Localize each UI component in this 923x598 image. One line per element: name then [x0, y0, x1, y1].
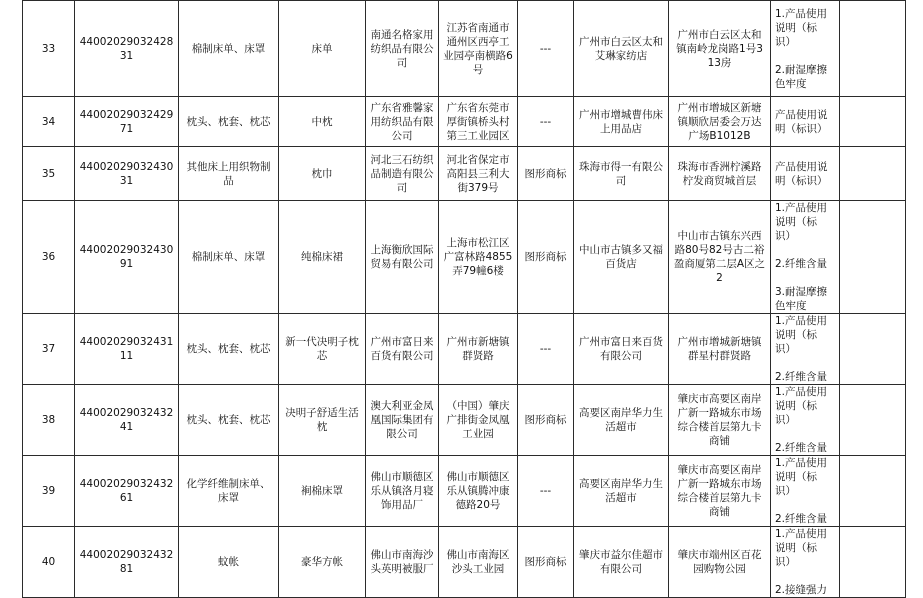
product-name: 裥棉床罩 — [301, 485, 343, 497]
manufacturer-address-cell — [439, 527, 518, 598]
manufacturer-address: 佛山市顺德区乐从镇腾冲康德路20号 — [446, 471, 510, 511]
failed-items-cell — [771, 97, 840, 147]
sample-code-cell — [75, 456, 179, 527]
product-category-cell — [179, 456, 279, 527]
manufacturer-address: （中国）肇庆广排街金凤凰工业园 — [446, 400, 510, 440]
product-name-cell — [279, 1, 366, 97]
table-body — [23, 1, 906, 598]
manufacturer-name-cell — [366, 385, 439, 456]
seller-address-cell — [669, 385, 771, 456]
manufacturer-name-cell — [366, 97, 439, 147]
product-category-cell — [179, 314, 279, 385]
sample-code-cell — [75, 147, 179, 201]
row-number: 37 — [41, 343, 56, 355]
failed-items-cell — [771, 527, 840, 598]
seller-address: 广州市增城区新塘镇顺欣居委会万达广场B1012B — [677, 101, 762, 142]
row-number: 34 — [41, 115, 56, 128]
seller-address: 肇庆市高要区南岸广新一路城东市场综合楼首层第九卡商铺 — [677, 464, 762, 518]
table-row — [23, 456, 906, 527]
seller-address-cell — [669, 456, 771, 527]
manufacturer-name: 佛山市南海沙头英明被服厂 — [370, 549, 434, 575]
seller-name-cell — [574, 456, 669, 527]
product-name: 中枕 — [311, 115, 333, 128]
row-number-cell — [23, 527, 75, 598]
seller-name: 中山市古镇多又福百货店 — [579, 244, 663, 270]
product-category-cell — [179, 201, 279, 314]
product-name: 豪华方帐 — [301, 556, 343, 568]
product-name: 新一代决明子枕芯 — [285, 336, 359, 362]
sample-code-cell — [75, 201, 179, 314]
seller-address-cell — [669, 201, 771, 314]
manufacturer-name: 广东省雅馨家用纺织品有限公司 — [370, 101, 434, 142]
product-category-cell — [179, 147, 279, 201]
manufacturer-address: 上海市松江区广富林路4855弄79幢6楼 — [443, 237, 513, 277]
manufacturer-name-cell — [366, 201, 439, 314]
product-name-cell — [279, 527, 366, 598]
seller-address-cell — [669, 147, 771, 201]
product-name: 床单 — [311, 42, 333, 55]
seller-name: 肇庆市益尔佳超市有限公司 — [579, 549, 663, 575]
row-number-cell — [23, 147, 75, 201]
sample-code-cell — [75, 527, 179, 598]
manufacturer-address-cell — [439, 314, 518, 385]
seller-name-cell — [574, 527, 669, 598]
sample-code: 4400202903243111 — [79, 336, 174, 362]
seller-name: 广州市富日来百货有限公司 — [579, 336, 663, 362]
blank-cell-cell — [840, 97, 906, 147]
seller-name: 广州市白云区太和艾琳家纺店 — [579, 35, 663, 62]
table-row — [23, 314, 906, 385]
row-number-cell — [23, 201, 75, 314]
seller-address: 广州市增城新塘镇群星村群贤路 — [677, 336, 762, 362]
failed-items-cell — [771, 201, 840, 314]
manufacturer-name: 河北三石纺织品制造有限公司 — [370, 153, 434, 194]
row-number: 39 — [41, 485, 56, 497]
manufacturer-address: 江苏省南通市通州区西亭工业园亭南横路6号 — [443, 21, 513, 76]
manufacturer-name-cell — [366, 147, 439, 201]
seller-address: 肇庆市高要区南岸广新一路城东市场综合楼首层第九卡商铺 — [677, 393, 762, 447]
trademark-cell — [518, 147, 574, 201]
row-number-cell — [23, 1, 75, 97]
sample-code: 4400202903242831 — [79, 35, 174, 62]
seller-name-cell — [574, 385, 669, 456]
row-number-cell — [23, 385, 75, 456]
seller-name-cell — [574, 97, 669, 147]
product-name-cell — [279, 147, 366, 201]
seller-name-cell — [574, 314, 669, 385]
seller-address: 中山市古镇东兴西路80号82号古二裕盈商厦第二层A区之2 — [673, 230, 766, 284]
product-name: 枕巾 — [311, 167, 333, 180]
failed-items-cell — [771, 385, 840, 456]
product-category-cell — [179, 385, 279, 456]
manufacturer-name: 南通名格家用纺织品有限公司 — [370, 28, 434, 69]
product-name: 决明子舒适生活枕 — [285, 407, 359, 433]
row-number: 35 — [41, 167, 56, 180]
failed-items-cell — [771, 314, 840, 385]
manufacturer-address: 佛山市南海区沙头工业园 — [446, 549, 510, 575]
failed-items: 产品使用说明（标识） — [775, 160, 828, 187]
trademark: 图形商标 — [524, 556, 567, 568]
manufacturer-name: 上海衡欣国际贸易有限公司 — [370, 244, 434, 270]
manufacturer-name: 广州市富日来百货有限公司 — [370, 336, 434, 362]
failed-items-cell — [771, 456, 840, 527]
seller-address-cell — [669, 527, 771, 598]
row-number: 36 — [41, 251, 56, 263]
product-category: 蚊帐 — [218, 556, 239, 568]
table-row — [23, 385, 906, 456]
seller-address-cell — [669, 97, 771, 147]
trademark: --- — [539, 42, 552, 55]
manufacturer-name-cell — [366, 1, 439, 97]
product-name-cell — [279, 456, 366, 527]
product-category: 其他床上用织物制品 — [186, 160, 271, 187]
product-category-cell — [179, 1, 279, 97]
manufacturer-address-cell — [439, 385, 518, 456]
product-category: 化学纤维制床单、床罩 — [186, 478, 271, 504]
failed-items: 1.产品使用说明（标识） 2.纤维含量 — [775, 315, 828, 383]
table-row — [23, 1, 906, 97]
sample-code-cell — [75, 1, 179, 97]
failed-items: 产品使用说明（标识） — [775, 108, 828, 135]
manufacturer-name-cell — [366, 456, 439, 527]
trademark-cell — [518, 314, 574, 385]
inspection-results-table — [22, 0, 906, 598]
product-name-cell — [279, 97, 366, 147]
product-name-cell — [279, 201, 366, 314]
row-number-cell — [23, 456, 75, 527]
blank-cell-cell — [840, 201, 906, 314]
table-row — [23, 147, 906, 201]
product-name-cell — [279, 385, 366, 456]
blank-cell-cell — [840, 1, 906, 97]
seller-name: 高要区南岸华力生活超市 — [579, 407, 663, 433]
product-category-cell — [179, 527, 279, 598]
failed-items-cell — [771, 147, 840, 201]
trademark-cell — [518, 456, 574, 527]
product-name-cell — [279, 314, 366, 385]
seller-address-cell — [669, 1, 771, 97]
trademark-cell — [518, 97, 574, 147]
product-category-cell — [179, 97, 279, 147]
product-category: 枕头、枕套、枕芯 — [186, 115, 271, 128]
trademark: --- — [539, 343, 552, 355]
seller-name-cell — [574, 147, 669, 201]
blank-cell-cell — [840, 456, 906, 527]
manufacturer-address: 广州市新塘镇群贤路 — [446, 336, 510, 362]
failed-items: 1.产品使用说明（标识） 2.纤维含量 3.耐湿摩擦色牢度 — [775, 202, 828, 312]
trademark: 图形商标 — [524, 167, 567, 180]
trademark: 图形商标 — [524, 414, 567, 426]
product-category: 枕头、枕套、枕芯 — [186, 414, 271, 426]
row-number: 40 — [41, 556, 56, 568]
product-name: 纯棉床裙 — [301, 251, 343, 263]
row-number-cell — [23, 314, 75, 385]
manufacturer-name-cell — [366, 527, 439, 598]
manufacturer-name: 澳大利亚金凤凰国际集团有限公司 — [370, 400, 434, 440]
manufacturer-address-cell — [439, 456, 518, 527]
sample-code-cell — [75, 97, 179, 147]
seller-address: 肇庆市端州区百花园购物公园 — [677, 549, 762, 575]
sample-code: 4400202903243031 — [79, 160, 174, 187]
blank-cell-cell — [840, 385, 906, 456]
trademark-cell — [518, 201, 574, 314]
manufacturer-address-cell — [439, 201, 518, 314]
product-category: 棉制床单、床罩 — [191, 251, 266, 263]
failed-items: 1.产品使用说明（标识） 2.耐湿摩擦色牢度 — [775, 7, 828, 90]
manufacturer-address-cell — [439, 97, 518, 147]
sample-code-cell — [75, 314, 179, 385]
seller-address: 珠海市香洲柠溪路柠发商贸城首层 — [677, 160, 762, 187]
failed-items: 1.产品使用说明（标识） 2.纤维含量 — [775, 457, 828, 525]
blank-cell-cell — [840, 314, 906, 385]
manufacturer-address: 河北省保定市高阳县三利大街379号 — [446, 153, 510, 194]
trademark: 图形商标 — [524, 251, 567, 263]
manufacturer-name-cell — [366, 314, 439, 385]
sample-code: 4400202903243091 — [79, 244, 174, 270]
manufacturer-address-cell — [439, 147, 518, 201]
trademark-cell — [518, 527, 574, 598]
seller-address: 广州市白云区太和镇南岭龙岗路1号313房 — [676, 28, 763, 69]
seller-name: 广州市增城曹伟床上用品店 — [579, 108, 663, 135]
seller-address-cell — [669, 314, 771, 385]
product-category: 枕头、枕套、枕芯 — [186, 343, 271, 355]
manufacturer-address-cell — [439, 1, 518, 97]
table-row — [23, 97, 906, 147]
trademark-cell — [518, 1, 574, 97]
blank-cell-cell — [840, 147, 906, 201]
manufacturer-address: 广东省东莞市厚街镇桥头村第三工业园区 — [446, 101, 510, 142]
manufacturer-name: 佛山市顺德区乐从镇洛月寝饰用品厂 — [370, 471, 434, 511]
table-row — [23, 527, 906, 598]
sample-code: 4400202903243261 — [79, 478, 174, 504]
failed-items: 1.产品使用说明（标识） 2.接缝强力 — [775, 528, 828, 596]
row-number-cell — [23, 97, 75, 147]
sample-code-cell — [75, 385, 179, 456]
sample-code: 4400202903242971 — [79, 108, 174, 135]
seller-name-cell — [574, 201, 669, 314]
failed-items-cell — [771, 1, 840, 97]
table-row — [23, 201, 906, 314]
seller-name: 高要区南岸华力生活超市 — [579, 478, 663, 504]
trademark-cell — [518, 385, 574, 456]
sample-code: 4400202903243241 — [79, 407, 174, 433]
row-number: 38 — [41, 414, 56, 426]
product-category: 棉制床单、床罩 — [191, 42, 266, 55]
failed-items: 1.产品使用说明（标识） 2.纤维含量 — [775, 386, 828, 454]
seller-name: 珠海市得一有限公司 — [579, 160, 663, 187]
blank-cell-cell — [840, 527, 906, 598]
seller-name-cell — [574, 1, 669, 97]
row-number: 33 — [41, 42, 56, 55]
trademark: --- — [539, 485, 552, 497]
trademark: --- — [539, 115, 552, 128]
sample-code: 4400202903243281 — [79, 549, 174, 575]
